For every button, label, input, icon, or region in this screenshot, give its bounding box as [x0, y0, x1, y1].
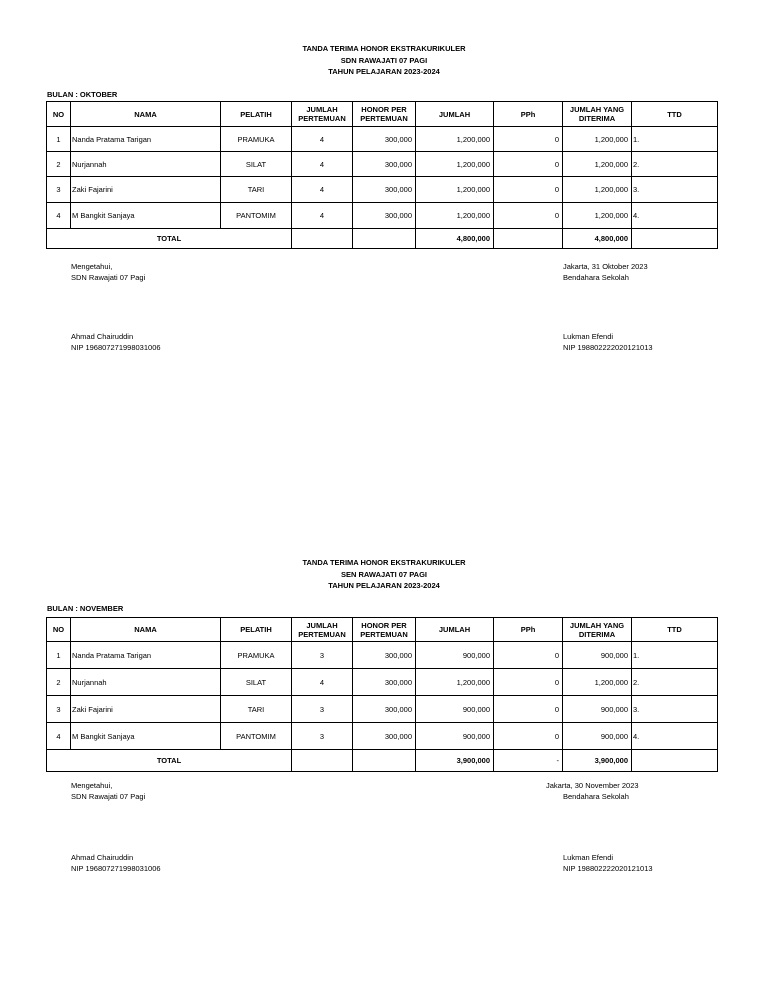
total-diterima: 4,800,000 [563, 229, 632, 249]
table-row [47, 669, 718, 696]
honor-table-november [46, 617, 718, 772]
col-header-pph: PPh [494, 102, 563, 127]
month-label: BULAN : OKTOBER [47, 90, 118, 99]
signature-space [71, 802, 161, 852]
cell-pelatih: PRAMUKA [221, 642, 292, 669]
cell-pelatih: SILAT [221, 669, 292, 696]
heading-title: TANDA TERIMA HONOR EKSTRAKURIKULER [302, 44, 466, 53]
cell-diterima: 900,000 [563, 696, 632, 723]
cell-honor: 300,000 [353, 203, 416, 229]
cell-pph: 0 [494, 177, 563, 203]
cell-diterima: 1,200,000 [563, 203, 632, 229]
cell-jumlah: 1,200,000 [416, 127, 494, 152]
heading-school: SEN RAWAJATI 07 PAGI [341, 569, 427, 579]
cell-honor: 300,000 [353, 642, 416, 669]
table-header-row [47, 618, 718, 642]
table-row [47, 642, 718, 669]
sig-nip: NIP 198802222020121013 [563, 864, 653, 873]
table-row [47, 152, 718, 177]
cell-honor: 300,000 [353, 723, 416, 750]
signature-space [71, 283, 161, 331]
col-header-no: NO [47, 618, 71, 642]
sig-nip: NIP 196807271998031006 [71, 864, 161, 873]
cell-ttd: 4. [632, 723, 718, 750]
cell-no: 2 [47, 669, 71, 696]
cell-pph: 0 [494, 152, 563, 177]
table-row [47, 723, 718, 750]
heading-year: TAHUN PELAJARAN 2023-2024 [328, 67, 440, 76]
cell-honor: 300,000 [353, 696, 416, 723]
cell-no: 3 [47, 696, 71, 723]
total-pertemuan [292, 750, 353, 772]
cell-pertemuan: 4 [292, 203, 353, 229]
col-header-pph: PPh [494, 618, 563, 642]
cell-nama: Zaki Fajarini [71, 177, 221, 203]
table-row [47, 127, 718, 152]
table-row [47, 203, 718, 229]
total-ttd [632, 750, 718, 772]
cell-jumlah: 900,000 [416, 696, 494, 723]
heading-year: TAHUN PELAJARAN 2023-2024 [328, 581, 440, 590]
month-label: BULAN : NOVEMBER [47, 604, 124, 613]
sig-date: Jakarta, 30 November 2023 [546, 781, 639, 790]
cell-nama: M Bangkit Sanjaya [71, 723, 221, 750]
cell-no: 4 [47, 203, 71, 229]
cell-pph: 0 [494, 669, 563, 696]
cell-ttd: 1. [632, 127, 718, 152]
cell-pelatih: PRAMUKA [221, 127, 292, 152]
heading-title: TANDA TERIMA HONOR EKSTRAKURIKULER [302, 558, 466, 567]
doc-heading-oktober [0, 43, 768, 78]
cell-pph: 0 [494, 127, 563, 152]
sig-acknowledge: Mengetahui, [71, 262, 113, 271]
signature-space [546, 802, 653, 852]
cell-nama: Nanda Pratama Tarigan [71, 642, 221, 669]
cell-nama: Nurjannah [71, 669, 221, 696]
cell-jumlah: 1,200,000 [416, 669, 494, 696]
left-signature-block [71, 261, 161, 353]
signature-space [563, 283, 653, 331]
total-row [47, 750, 718, 772]
cell-pertemuan: 4 [292, 152, 353, 177]
col-header-honor: HONOR PER PERTEMUAN [353, 102, 416, 127]
table-header-row [47, 102, 718, 127]
col-header-pelatih: PELATIH [221, 618, 292, 642]
sig-org: SDN Rawajati 07 Pagi [71, 273, 146, 282]
cell-ttd: 3. [632, 177, 718, 203]
honor-table-oktober [46, 101, 718, 249]
right-signature-block [563, 261, 653, 353]
sig-nip: NIP 196807271998031006 [71, 343, 161, 352]
col-header-pelatih: PELATIH [221, 102, 292, 127]
col-header-diterima: JUMLAH YANG DITERIMA [563, 102, 632, 127]
col-header-nama: NAMA [71, 102, 221, 127]
sig-role: Bendahara Sekolah [563, 792, 629, 801]
col-header-ttd: TTD [632, 102, 718, 127]
cell-diterima: 1,200,000 [563, 152, 632, 177]
sig-name: Lukman Efendi [563, 332, 614, 341]
cell-honor: 300,000 [353, 152, 416, 177]
cell-pertemuan: 3 [292, 723, 353, 750]
table-row [47, 696, 718, 723]
col-header-pertemuan: JUMLAH PERTEMUAN [292, 102, 353, 127]
cell-nama: Nurjannah [71, 152, 221, 177]
col-header-pertemuan: JUMLAH PERTEMUAN [292, 618, 353, 642]
cell-no: 1 [47, 127, 71, 152]
left-signature-block [71, 780, 161, 874]
total-pph [494, 229, 563, 249]
cell-diterima: 1,200,000 [563, 177, 632, 203]
cell-nama: Nanda Pratama Tarigan [71, 127, 221, 152]
cell-no: 2 [47, 152, 71, 177]
col-header-jumlah: JUMLAH [416, 102, 494, 127]
cell-diterima: 900,000 [563, 723, 632, 750]
col-header-honor: HONOR PER PERTEMUAN [353, 618, 416, 642]
sig-acknowledge: Mengetahui, [71, 781, 113, 790]
total-label: TOTAL [47, 229, 292, 249]
total-pph: - [494, 750, 563, 772]
sig-org: SDN Rawajati 07 Pagi [71, 792, 146, 801]
sig-name: Ahmad Chairuddin [71, 853, 134, 862]
table-row [47, 177, 718, 203]
total-ttd [632, 229, 718, 249]
total-honor [353, 750, 416, 772]
cell-ttd: 3. [632, 696, 718, 723]
total-label: TOTAL [47, 750, 292, 772]
cell-nama: M Bangkit Sanjaya [71, 203, 221, 229]
sig-date: Jakarta, 31 Oktober 2023 [563, 262, 648, 271]
cell-jumlah: 900,000 [416, 642, 494, 669]
cell-no: 3 [47, 177, 71, 203]
doc-heading-november [0, 557, 768, 592]
total-diterima: 3,900,000 [563, 750, 632, 772]
cell-pelatih: TARI [221, 696, 292, 723]
cell-diterima: 900,000 [563, 642, 632, 669]
cell-jumlah: 1,200,000 [416, 177, 494, 203]
total-jumlah: 3,900,000 [416, 750, 494, 772]
total-jumlah: 4,800,000 [416, 229, 494, 249]
cell-pertemuan: 3 [292, 642, 353, 669]
col-header-jumlah: JUMLAH [416, 618, 494, 642]
cell-pph: 0 [494, 203, 563, 229]
cell-jumlah: 1,200,000 [416, 152, 494, 177]
total-row [47, 229, 718, 249]
sig-nip: NIP 198802222020121013 [563, 343, 653, 352]
cell-ttd: 2. [632, 152, 718, 177]
right-signature-block [546, 780, 653, 874]
sig-role: Bendahara Sekolah [563, 273, 629, 282]
cell-jumlah: 1,200,000 [416, 203, 494, 229]
cell-honor: 300,000 [353, 669, 416, 696]
heading-school: SDN RAWAJATI 07 PAGI [340, 55, 428, 65]
cell-no: 1 [47, 642, 71, 669]
col-header-ttd: TTD [632, 618, 718, 642]
cell-diterima: 1,200,000 [563, 127, 632, 152]
cell-nama: Zaki Fajarini [71, 696, 221, 723]
sig-name: Ahmad Chairuddin [71, 332, 134, 341]
cell-honor: 300,000 [353, 177, 416, 203]
cell-ttd: 2. [632, 669, 718, 696]
col-header-diterima: JUMLAH YANG DITERIMA [563, 618, 632, 642]
cell-pelatih: TARI [221, 177, 292, 203]
cell-pph: 0 [494, 723, 563, 750]
cell-diterima: 1,200,000 [563, 669, 632, 696]
cell-pertemuan: 4 [292, 127, 353, 152]
cell-honor: 300,000 [353, 127, 416, 152]
cell-ttd: 1. [632, 642, 718, 669]
cell-no: 4 [47, 723, 71, 750]
total-pertemuan [292, 229, 353, 249]
cell-ttd: 4. [632, 203, 718, 229]
cell-pph: 0 [494, 696, 563, 723]
cell-pelatih: SILAT [221, 152, 292, 177]
cell-pertemuan: 3 [292, 696, 353, 723]
cell-pertemuan: 4 [292, 669, 353, 696]
cell-pertemuan: 4 [292, 177, 353, 203]
cell-pelatih: PANTOMIM [221, 203, 292, 229]
col-header-nama: NAMA [71, 618, 221, 642]
cell-jumlah: 900,000 [416, 723, 494, 750]
cell-pelatih: PANTOMIM [221, 723, 292, 750]
col-header-no: NO [47, 102, 71, 127]
cell-pph: 0 [494, 642, 563, 669]
sig-name: Lukman Efendi [563, 853, 614, 862]
total-honor [353, 229, 416, 249]
